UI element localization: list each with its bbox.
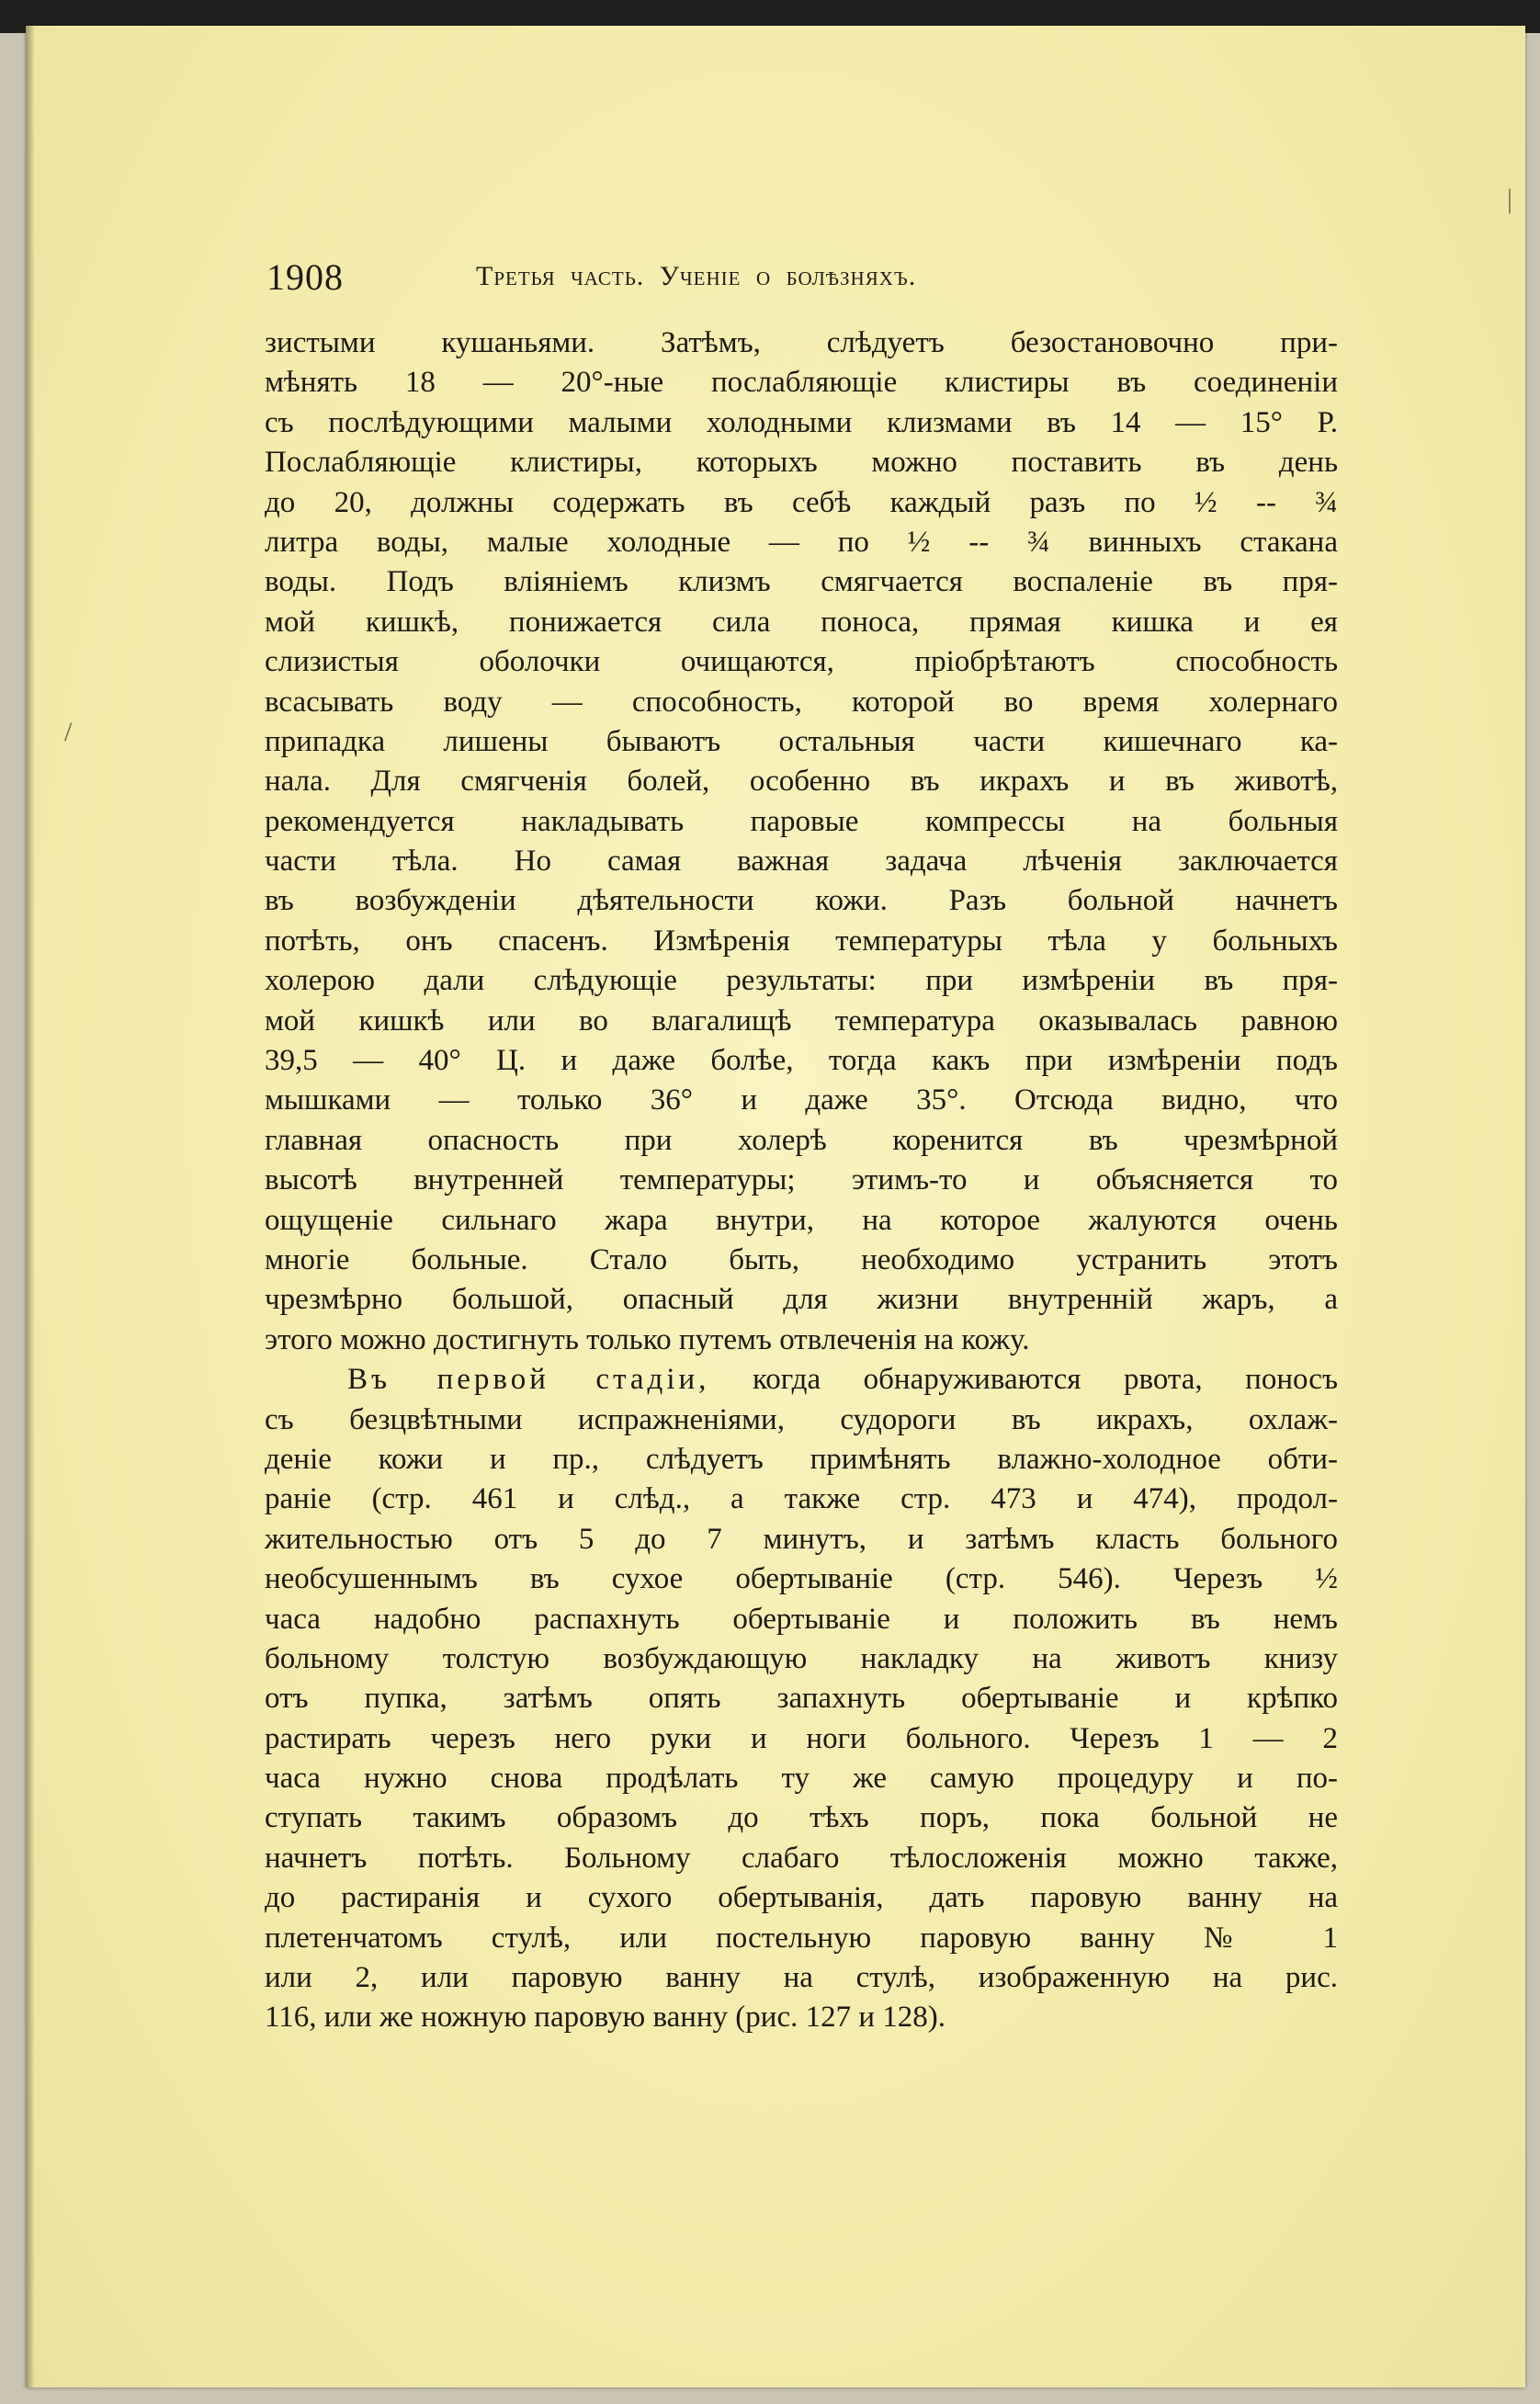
margin-mark: |: [1507, 184, 1513, 214]
text-line: мѣнять 18 — 20°-ные послабляющіе клистиры въ соединеніи: [265, 366, 1338, 400]
body-text: [265, 323, 1338, 2038]
text-line: или 2, или паровую ванну на стулѣ, изображенную на рис.: [265, 1961, 1338, 1995]
text-line: 39,5 — 40° Ц. и даже болѣе, тогда какъ при измѣреніи подъ: [265, 1044, 1338, 1078]
running-title: Третья часть. Ученіе о болѣзняхъ.: [476, 261, 917, 291]
text-line: чрезмѣрно большой, опасный для жизни внутренній жаръ, а: [265, 1283, 1338, 1317]
text-line: съ безцвѣтными испражненіями, судороги въ икрахъ, охлаж-: [265, 1402, 1338, 1436]
text-line: припадка лишены бываютъ остальныя части кишечнаго ка-: [265, 724, 1338, 758]
text-line: литра воды, малые холодные — по ½ -- ¾ винныхъ стакана: [265, 525, 1338, 559]
text-line: части тѣла. Но самая важная задача лѣченія заключается: [265, 845, 1338, 879]
text-line: часа нужно снова продѣлать ту же самую процедуру и по-: [265, 1762, 1338, 1796]
text-line: въ возбужденіи дѣятельности кожи. Разъ больной начнетъ: [265, 884, 1338, 918]
paragraph-1: [265, 323, 1338, 1360]
text-line: зистыми кушаньями. Затѣмъ, слѣдуетъ безостановочно при-: [265, 326, 1338, 359]
text-line: начнетъ потѣть. Больному слабаго тѣлосложенія можно также,: [265, 1841, 1338, 1875]
text-line: главная опасность при холерѣ коренится въ чрезмѣрной: [265, 1123, 1338, 1157]
text-line: больному толстую возбуждающую накладку на животъ книзу: [265, 1641, 1338, 1675]
text-line-rest: когда обнаруживаются рвота, поносъ: [752, 1363, 1339, 1397]
text-line: высотѣ внутренней температуры; этимъ-то и объясняется то: [265, 1163, 1338, 1197]
text-line: до 20, должны содержать въ себѣ каждый разъ по ½ -- ¾: [265, 485, 1338, 519]
paragraph-2: [265, 1360, 1338, 2038]
text-line: до растиранія и сухого обертыванія, дать паровую ванну на: [265, 1881, 1338, 1915]
emphasized-lead: Въ первой стадіи,: [347, 1363, 710, 1397]
text-line: 116, или же ножную паровую ванну (рис. 127 и 128).: [265, 2001, 946, 2035]
text-line: плетенчатомъ стулѣ, или постельную паровую ванну № 1: [265, 1921, 1338, 1955]
text-line: Послабляющіе клистиры, которыхъ можно поставить въ день: [265, 446, 1338, 480]
text-line: необсушеннымъ въ сухое обертываніе (стр. 546). Черезъ ½: [265, 1562, 1338, 1596]
text-line: съ послѣдующими малыми холодными клизмами въ 14 — 15° Р.: [265, 405, 1338, 439]
text-line: потѣть, онъ спасенъ. Измѣренія температуры тѣла у больныхъ: [265, 924, 1338, 958]
text-line: мой кишкѣ, понижается сила поноса, прямая кишка и ея: [265, 605, 1338, 639]
text-line: растирать черезъ него руки и ноги больного. Черезъ 1 — 2: [265, 1721, 1338, 1755]
text-line: [265, 1360, 1338, 1400]
text-line: отъ пупка, затѣмъ опять запахнуть обертываніе и крѣпко: [265, 1682, 1338, 1716]
page-gutter-shadow: [26, 26, 35, 2387]
margin-mark: /: [64, 717, 73, 747]
text-line: рекомендуется накладывать паровые компрессы на больныя: [265, 804, 1338, 838]
text-line: мышками — только 36° и даже 35°. Отсюда видно, что: [265, 1083, 1338, 1117]
text-line: ступать такимъ образомъ до тѣхъ поръ, пока больной не: [265, 1801, 1338, 1835]
page-number: 1908: [266, 256, 344, 298]
text-line: холерою дали слѣдующіе результаты: при измѣреніи въ пря-: [265, 964, 1338, 998]
text-line: ощущеніе сильнаго жара внутри, на которое жалуются очень: [265, 1203, 1338, 1237]
text-line: всасывать воду — способность, которой во время холернаго: [265, 685, 1338, 719]
text-line: мой кишкѣ или во влагалищѣ температура оказывалась равною: [265, 1004, 1338, 1038]
text-line: слизистыя оболочки очищаются, пріобрѣтаютъ способность: [265, 645, 1338, 679]
text-line: многіе больные. Стало быть, необходимо устранить этотъ: [265, 1242, 1338, 1276]
text-line: нала. Для смягченія болей, особенно въ икрахъ и въ животѣ,: [265, 765, 1338, 799]
text-line: воды. Подъ вліяніемъ клизмъ смягчается воспаленіе въ пря-: [265, 565, 1338, 599]
text-line: раніе (стр. 461 и слѣд., а также стр. 473 и 474), продол-: [265, 1482, 1338, 1516]
running-head: [266, 255, 1369, 301]
text-line: часа надобно распахнуть обертываніе и положить въ немъ: [265, 1602, 1338, 1636]
text-line: этого можно достигнуть только путемъ отвлеченія на кожу.: [265, 1322, 1030, 1356]
text-line: деніе кожи и пр., слѣдуетъ примѣнять влажно-холодное обти-: [265, 1442, 1338, 1476]
text-line: жительностью отъ 5 до 7 минутъ, и затѣмъ класть больного: [265, 1522, 1338, 1556]
